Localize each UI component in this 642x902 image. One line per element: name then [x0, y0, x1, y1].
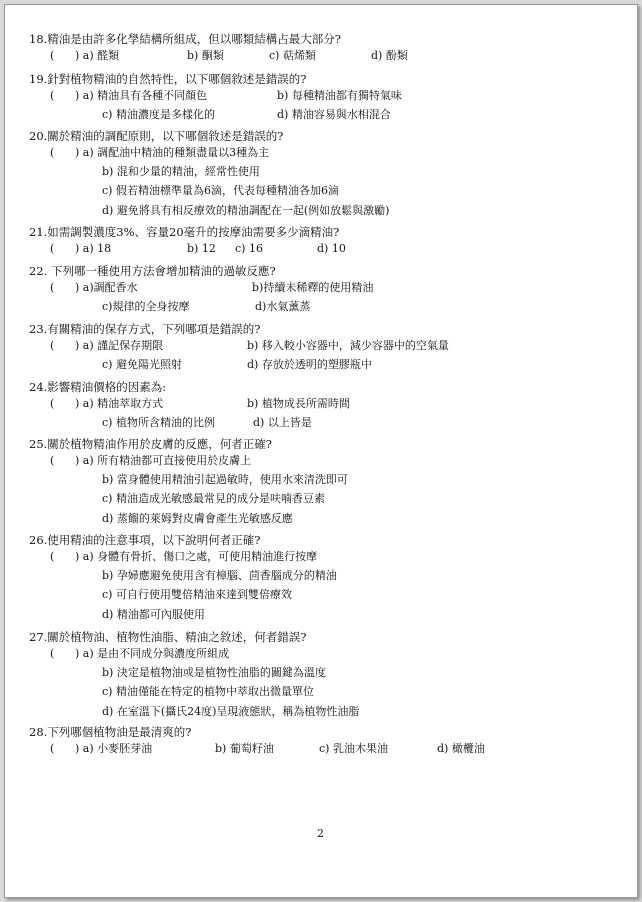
question-stem: 22. 下列哪一種使用方法會增加精油的過敏反應? [29, 264, 276, 278]
question-stem: 24.影響精油價格的因素為: [29, 380, 167, 394]
question-stem: 28.下列哪個植物油是最清爽的? [29, 725, 192, 739]
answer-blank-open: ( [50, 397, 55, 410]
option-a: ) a) 18 [75, 242, 112, 255]
option-b: b) 植物成長所需時間 [247, 397, 350, 410]
option-text: c) 可自行使用雙倍精油來達到雙倍療效 [102, 588, 292, 602]
option-a: ) a) 身體有骨折、傷口之處，可使用精油進行按摩 [75, 550, 318, 563]
answer-blank-open: ( [50, 89, 55, 102]
option-text: d) 以上皆是 [253, 416, 312, 430]
document-page [4, 4, 638, 898]
question-stem: 20.關於精油的調配原則，以下哪個敘述是錯誤的? [29, 129, 284, 143]
answer-blank-open: ( [50, 242, 55, 255]
option-text: c) 植物所含精油的比例 [102, 416, 215, 430]
option-c: c) 乳油木果油 [319, 742, 388, 755]
option-text: c) 精油造成光敏感最常見的成分是呋喃香豆素 [102, 492, 325, 506]
option-text: d)水氣薰蒸 [255, 300, 311, 314]
option-text: c) 精油僅能在特定的植物中萃取出微量單位 [102, 685, 314, 699]
option-text: c)規律的全身按摩 [102, 300, 190, 314]
option-a: ) a) 精油萃取方式 [75, 397, 164, 410]
option-text: b) 混和少量的精油，經常性使用 [102, 165, 260, 179]
option-text: b) 孕婦應避免使用含有樟腦、茴香腦成分的精油 [102, 569, 337, 583]
option-a: ) a) 謹記保存期限 [75, 339, 164, 352]
option-b: b) 每種精油都有獨特氣味 [277, 89, 402, 102]
option-a: ) a) 醛類 [75, 49, 120, 62]
option-a: ) a) 所有精油都可直接使用於皮膚上 [75, 454, 252, 467]
answer-blank-open: ( [50, 146, 55, 159]
question-stem: 26.使用精油的注意事項，以下說明何者正確? [29, 533, 261, 547]
page-number: 2 [317, 827, 324, 840]
answer-blank-open: ( [50, 550, 55, 563]
question-stem: 19.針對植物精油的自然特性，以下哪個敘述是錯誤的? [29, 72, 307, 86]
option-a: ) a) 精油具有各種不同顏色 [75, 89, 208, 102]
answer-blank-open: ( [50, 281, 55, 294]
question-stem: 23.有關精油的保存方式，下列哪項是錯誤的? [29, 322, 261, 336]
option-b: b) 酮類 [187, 49, 224, 62]
answer-blank-open: ( [50, 454, 55, 467]
option-c: c) 16 [235, 242, 263, 255]
option-text: d) 蒸餾的萊姆對皮膚會產生光敏感反應 [102, 511, 293, 525]
option-text: b) 當身體使用精油引起過敏時，使用水來清洗即可 [102, 473, 348, 487]
option-text: c) 避免陽光照射 [102, 358, 182, 372]
option-text: d) 在室溫下(攝氏24度)呈現液態狀，稱為植物性油脂 [102, 704, 360, 718]
option-a: ) a) 小麥胚芽油 [75, 742, 153, 755]
option-text: d) 存放於透明的塑膠瓶中 [247, 358, 372, 372]
answer-blank-open: ( [50, 49, 55, 62]
question-stem: 21.如需調製濃度3%、容量20毫升的按摩油需要多少滴精油? [29, 225, 340, 239]
option-text: b) 決定是植物油或是植物性油脂的關鍵為溫度 [102, 666, 326, 680]
question-stem: 18.精油是由許多化學結構所組成，但以哪類結構占最大部分? [29, 32, 341, 46]
answer-blank-open: ( [50, 742, 55, 755]
option-text: d) 精油容易與水相混合 [277, 108, 391, 122]
option-text: c) 假若精油標準量為6滴，代表每種精油各加6滴 [102, 184, 339, 198]
option-a: ) a) 調配油中精油的種類盡量以3種為主 [75, 146, 270, 159]
option-text: d) 精油都可內服使用 [102, 607, 205, 621]
option-b: b) 葡萄籽油 [215, 742, 274, 755]
option-b: b) 12 [187, 242, 216, 255]
question-stem: 27.關於植物油、植物性油脂、精油之敘述，何者錯誤? [29, 630, 307, 644]
option-d: d) 酚類 [371, 49, 408, 62]
answer-blank-open: ( [50, 647, 55, 660]
option-b: b) 移入較小容器中，減少容器中的空氣量 [247, 339, 449, 352]
question-stem: 25.關於植物精油作用於皮膚的反應，何者正確? [29, 437, 272, 451]
answer-blank-open: ( [50, 339, 55, 352]
option-d: d) 10 [317, 242, 346, 255]
option-d: d) 橄欖油 [437, 742, 485, 755]
option-b: b)持續未稀釋的使用精油 [252, 281, 374, 294]
option-text: d) 避免將具有相反療效的精油調配在一起(例如放鬆與激勵) [102, 203, 390, 217]
option-c: c) 萜烯類 [269, 49, 316, 62]
option-a: ) a) 是由不同成分與濃度所組成 [75, 647, 230, 660]
option-text: c) 精油濃度是多樣化的 [102, 108, 215, 122]
option-a: ) a)調配香水 [75, 281, 138, 294]
